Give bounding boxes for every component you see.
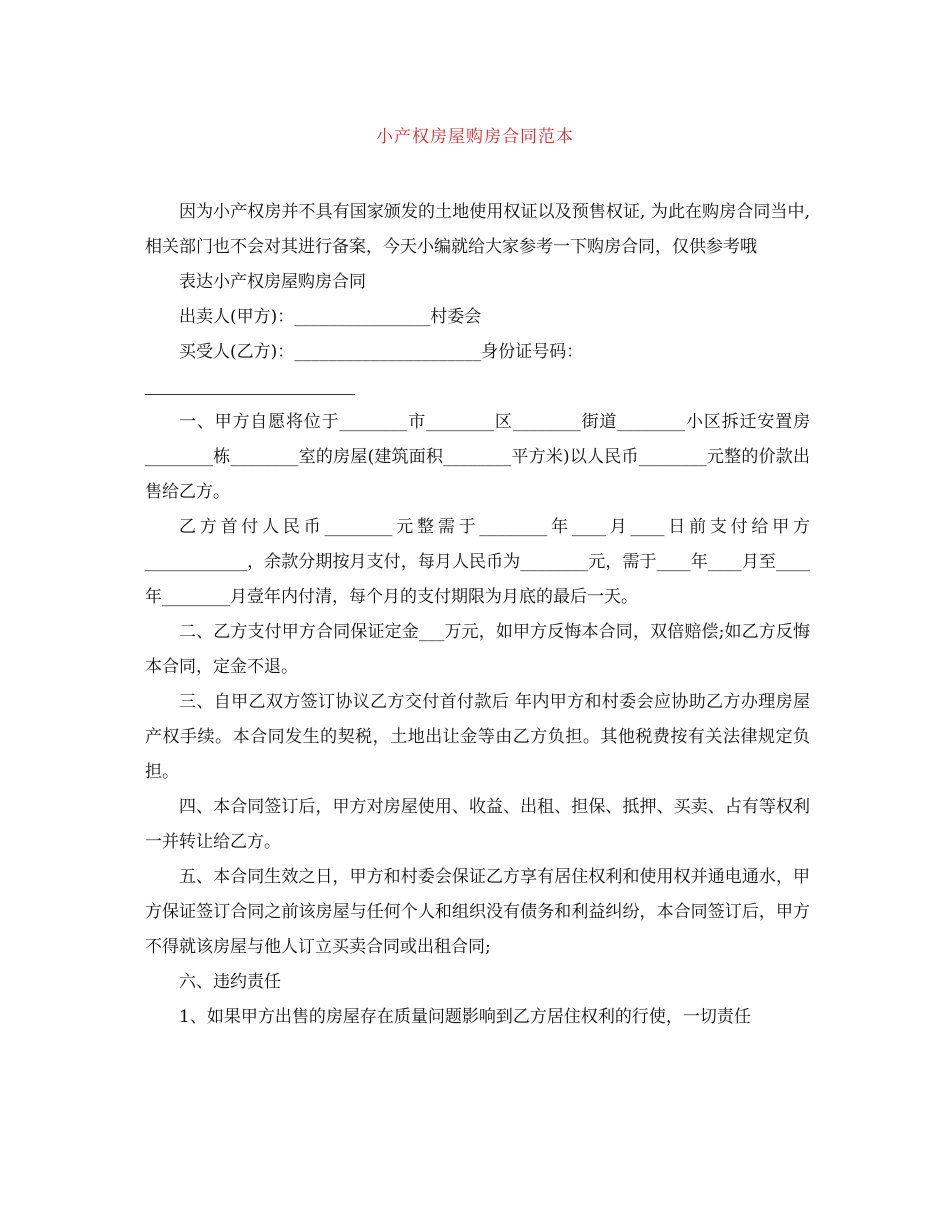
clause-5: 五、本合同生效之日，甲方和村委会保证乙方享有居住权利和使用权并通电通水，甲方保证签订合同之前该房屋与任何个人和组织没有债务和利益纠纷，本合同签订后，甲方不得就该房屋与他人订立买卖合同或出租合同; <box>145 867 810 957</box>
id-number-blank-row <box>145 370 810 405</box>
seller-line: 出卖人(甲方)：________________村委会 <box>179 307 482 327</box>
clause-1: 一、甲方自愿将位于________市________区________街道________小区拆迁安置房________栋________室的房屋(建筑面积________平方米)以人民币________元整的价款出售给乙方。 <box>145 412 810 502</box>
clause-6-heading: 六、违约责任 <box>179 972 281 992</box>
intro-paragraph: 因为小产权房并不具有国家颁发的土地使用权证以及预售权证, 为此在购房合同当中, 相关部门也不会对其进行备案，今天小编就给大家参考一下购房合同，仅供参考哦 <box>145 202 810 257</box>
document-title: 小产权房屋购房合同范本 <box>376 127 574 147</box>
payment-clause: 乙方首付人民币________元整需于________年____月____日前支付给甲方____________，余款分期按月支付，每月人民币为________元，需于____年____月至____年________月壹年内付清，每个月的支付期限为月底的最后一天。 <box>145 517 810 607</box>
contract-heading: 表达小产权房屋购房合同 <box>179 272 366 292</box>
buyer-line: 买受人(乙方)：______________________身份证号码： <box>179 342 584 362</box>
document-body <box>145 190 810 1035</box>
id-number-blank <box>145 380 355 395</box>
clause-2: 二、乙方支付甲方合同保证定金___万元，如甲方反悔本合同，双倍赔偿;如乙方反悔本合同，定金不退。 <box>145 622 810 677</box>
clause-3: 三、自甲乙双方签订协议乙方交付首付款后 年内甲方和村委会应协助乙方办理房屋产权手续。本合同发生的契税，土地出让金等由乙方负担。其他税费按有关法律规定负担。 <box>145 692 810 782</box>
clause-4: 四、本合同签订后，甲方对房屋使用、收益、出租、担保、抵押、买卖、占有等权利一并转让给乙方。 <box>145 797 810 852</box>
clause-6-item-1: 1、如果甲方出售的房屋存在质量问题影响到乙方居住权利的行使，一切责任 <box>179 1007 751 1027</box>
